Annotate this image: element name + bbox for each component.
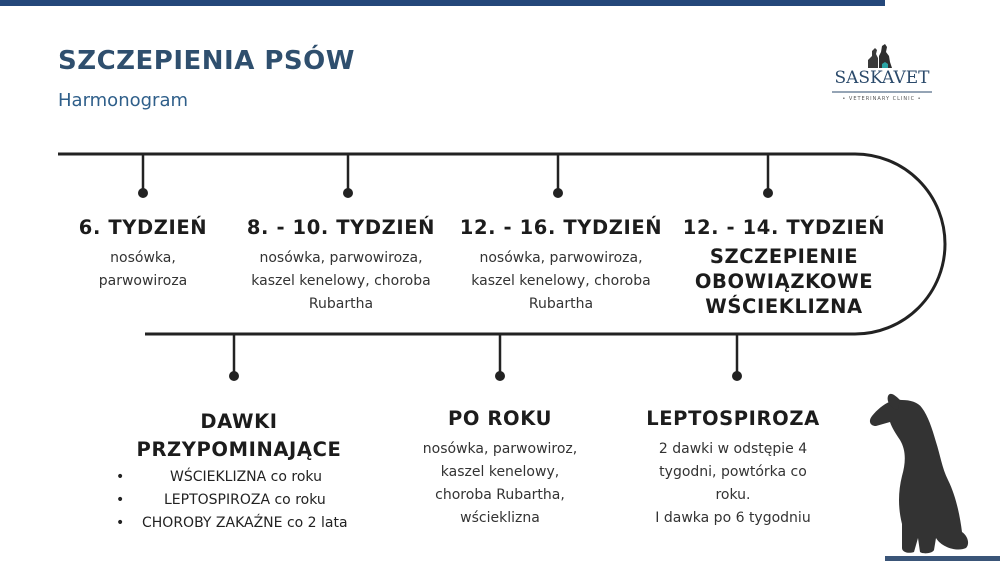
- stage-text-line: wścieklizna: [460, 510, 540, 526]
- list-item-text: LEPTOSPIROZA co roku: [164, 492, 326, 508]
- stage-text-line: I dawka po 6 tygodniu: [655, 510, 811, 526]
- top-connectors: [138, 154, 773, 198]
- bullet-icon: •: [116, 492, 125, 508]
- stage-text: [230, 247, 452, 316]
- page-title: SZCZEPIENIA PSÓW: [58, 46, 355, 76]
- connector-dot: [495, 371, 505, 381]
- bullet-list: [116, 466, 382, 535]
- stage-text-line: tygodni, powtórka co: [659, 464, 807, 480]
- stage-text-line: kaszel kenelowy,: [440, 464, 560, 480]
- logo-name: SASKAVET: [834, 68, 930, 88]
- stage-text-line: 2 dawki w odstępie 4: [658, 441, 808, 457]
- stage-text-line: parwowiroza: [98, 273, 188, 289]
- stage-text-line: roku.: [715, 487, 751, 503]
- stage-text-line: kaszel kenelowy, choroba: [251, 273, 431, 289]
- bullet-icon: •: [116, 469, 125, 485]
- stage-text: [445, 247, 677, 316]
- list-item: [116, 466, 382, 489]
- connector-dot: [763, 188, 773, 198]
- connector-dot: [343, 188, 353, 198]
- list-item: [116, 512, 382, 535]
- stage-text-line: Rubartha: [528, 296, 594, 312]
- stage-heading: 12. - 14. TYDZIEŃ: [682, 216, 886, 239]
- connector-dot: [138, 188, 148, 198]
- stage-heading: LEPTOSPIROZA: [646, 407, 820, 430]
- stage-text: [385, 438, 615, 530]
- connector-dot: [732, 371, 742, 381]
- stage-text-line: nosówka, parwowiroza,: [259, 250, 423, 266]
- stage-text-line: nosówka, parwowiroz,: [422, 441, 578, 457]
- stage-heading: [104, 408, 374, 464]
- stage-subheading-line: OBOWIĄZKOWE: [694, 270, 874, 293]
- stage-subheading-line: WŚCIEKLIZNA: [705, 295, 863, 318]
- bottom-connectors: [229, 334, 742, 381]
- logo-tagline: • VETERINARY CLINIC •: [842, 96, 922, 102]
- stage-heading: 6. TYDZIEŃ: [78, 216, 208, 239]
- stage-heading: 8. - 10. TYDZIEŃ: [246, 216, 436, 239]
- stage-heading: 12. - 16. TYDZIEŃ: [459, 216, 663, 239]
- stage-subheading: [668, 244, 900, 319]
- page-subtitle: Harmonogram: [58, 90, 189, 111]
- connector-dot: [229, 371, 239, 381]
- list-item-text: CHOROBY ZAKAŹNE co 2 lata: [142, 515, 348, 531]
- list-item: [116, 489, 382, 512]
- stage-text: [43, 247, 243, 293]
- connector-dot: [553, 188, 563, 198]
- stage-text: [622, 438, 844, 530]
- stage-text-line: kaszel kenelowy, choroba: [471, 273, 651, 289]
- stage-heading: PO ROKU: [447, 407, 553, 430]
- bullet-icon: •: [116, 515, 125, 531]
- stage-subheading-line: SZCZEPIENIE: [709, 245, 859, 268]
- list-item-text: WŚCIEKLIZNA co roku: [170, 469, 322, 485]
- stage-text-line: Rubartha: [308, 296, 374, 312]
- stage-text-line: nosówka,: [110, 250, 176, 266]
- dog-silhouette-icon: [862, 388, 972, 556]
- stage-heading-line: DAWKI: [200, 410, 278, 433]
- stage-heading-line: PRZYPOMINAJĄCE: [136, 438, 342, 461]
- stage-text-line: nosówka, parwowiroza,: [479, 250, 643, 266]
- stage-text-line: choroba Rubartha,: [435, 487, 565, 503]
